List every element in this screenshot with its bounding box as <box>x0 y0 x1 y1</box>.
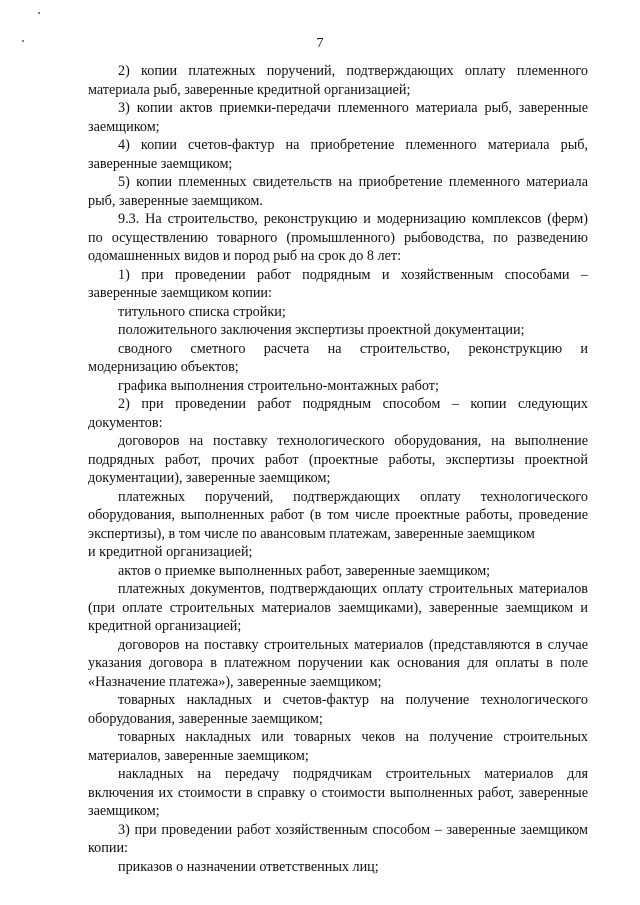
paragraph: договоров на поставку технологического оборудования, на выполнение подрядных работ, прочих работ (проектные работы, экспертизы проектной документации), заверенные заемщиком; <box>88 433 588 486</box>
paragraph: 2) копии платежных поручений, подтверждающих оплату племенного материала рыб, заверенные кредитной организацией; <box>88 63 588 98</box>
page-number: 7 <box>316 36 324 51</box>
paragraph: титульного списка стройки; <box>118 303 286 320</box>
paragraph: товарных накладных или товарных чеков на получение строительных материалов, заверенные заемщиком; <box>88 729 588 764</box>
paragraph: актов о приемке выполненных работ, заверенные заемщиком; <box>118 562 491 579</box>
paragraph: приказов о назначении ответственных лиц; <box>118 858 379 875</box>
paragraph: 3) копии актов приемки-передачи племенного материала рыб, заверенные заемщиком; <box>88 100 588 135</box>
paragraph: графика выполнения строительно-монтажных работ; <box>118 377 439 394</box>
paragraph: товарных накладных и счетов-фактур на получение технологического оборудования, заверенные заемщиком; <box>88 692 588 727</box>
paragraph: 9.3. На строительство, реконструкцию и модернизацию комплексов (ферм) по осуществлению товарного (промышленного) рыбоводства, по разведению одомашненных видов и пород рыб на срок до 8 лет: <box>88 211 588 264</box>
paragraph: платежных поручений, подтверждающих оплату технологического оборудования, выполненных работ (в том числе проектные работы, проведение экспертизы), в том числе по авансовым платежам, заверенные заемщиком <box>88 488 588 542</box>
paragraph: договоров на поставку строительных материалов (представляются в случае указания договора в платежном поручении как основания для оплаты в поле «Назначение платежа»), заверенные заемщиком; <box>88 636 588 690</box>
paragraph: 1) при проведении работ подрядным и хозяйственным способами – заверенные заемщиком копии: <box>88 266 588 301</box>
paragraph: накладных на передачу подрядчикам строительных материалов для включения их стоимости в справку о стоимости выполненных работ, заверенные заемщиком; <box>88 766 588 819</box>
document-body <box>88 62 588 876</box>
scan-speck <box>38 12 40 14</box>
paragraph: и кредитной организацией; <box>88 544 253 560</box>
paragraph: 4) копии счетов-фактур на приобретение племенного материала рыб, заверенные заемщиком; <box>88 137 588 172</box>
paragraph: 2) при проведении работ подрядным способом – копии следующих документов: <box>88 396 588 431</box>
paragraph: положительного заключения экспертизы проектной документации; <box>118 322 525 338</box>
paragraph: 5) копии племенных свидетельств на приобретение племенного материала рыб, заверенные заемщиком. <box>88 174 588 209</box>
paragraph: платежных документов, подтверждающих оплату строительных материалов (при оплате строительных материалов заемщиками), заверенные заемщиком и кредитной организацией; <box>88 581 588 634</box>
paragraph: 3) при проведении работ хозяйственным способом – заверенные заемщиком копии: <box>88 821 588 856</box>
paragraph: сводного сметного расчета на строительство, реконструкцию и модернизацию объектов; <box>88 340 588 375</box>
